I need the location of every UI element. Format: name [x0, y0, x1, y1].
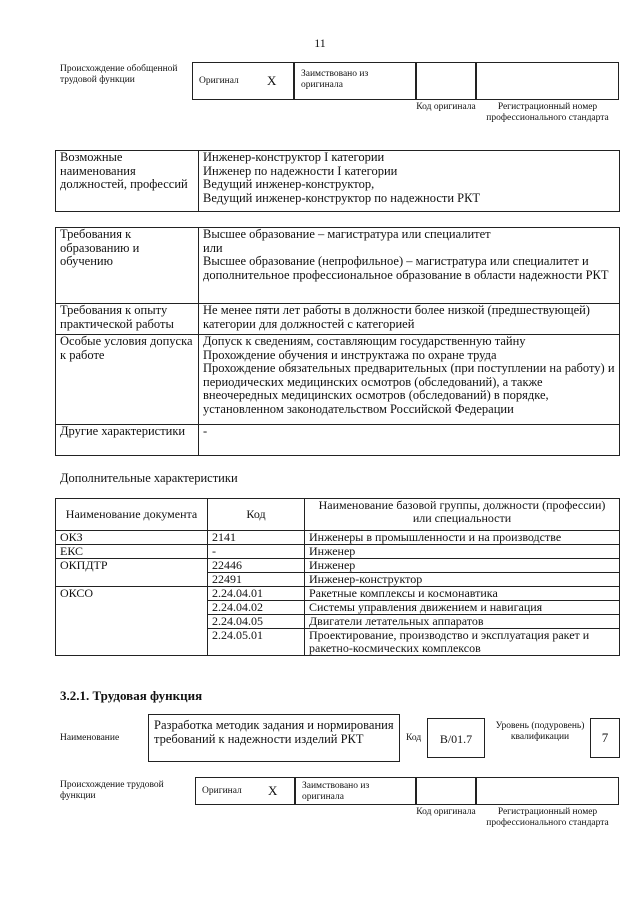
code-original-caption: Код оригинала: [416, 102, 476, 112]
function-name-label: Наименование: [60, 733, 120, 743]
original2-cell: [195, 777, 295, 805]
row-name: Инженер: [305, 545, 620, 559]
page-number: 11: [314, 36, 326, 50]
row-code: -: [208, 545, 305, 559]
header-name: Наименование базовой группы, должности (профессии) или специальности: [305, 499, 620, 531]
row-name: Проектирование, производство и эксплуатация ракет и ракетно-космических комплексов: [305, 629, 620, 656]
row-doc: ОКЗ: [56, 531, 208, 545]
requirement-line: Не менее пяти лет работы в должности более низкой (предшествующей) категории для должностей с категорией: [203, 303, 590, 331]
experience-value: [199, 304, 620, 335]
table-row: [56, 559, 620, 573]
reg-number-cell: [476, 62, 619, 100]
row-doc: ЕКС: [56, 545, 208, 559]
original2-mark: X: [268, 783, 278, 798]
function-code-label: Код: [406, 733, 422, 743]
function-code-value: B/01.7: [439, 732, 473, 746]
admission-value: [199, 335, 620, 425]
requirement-line: Прохождение обучения и инструктажа по охране труда: [203, 347, 497, 362]
row-code: 2.24.04.05: [208, 615, 305, 629]
row-doc: ОКПДТР: [56, 559, 208, 587]
header-code: Код: [208, 499, 305, 531]
position-line: Инженер-конструктор I категории: [203, 150, 385, 164]
original-label: Оригинал: [199, 76, 239, 86]
requirements-table: [55, 227, 620, 456]
requirement-line: Прохождение обязательных предварительных (при поступлении на работу) и периодических медицинских осмотров (обследований), а также внеочередных медицинских осмотров (обследований) в порядке, установленном законодательством Российской Федерации: [203, 361, 615, 416]
additional-title: Дополнительные характеристики: [60, 471, 238, 485]
positions-values: [199, 151, 620, 212]
function-name-box: [148, 714, 400, 762]
row-code: 2.24.05.01: [208, 629, 305, 656]
borrowed-label: Заимствовано из оригинала: [301, 69, 369, 90]
positions-table: [55, 150, 620, 212]
code2-original-caption: Код оригинала: [416, 807, 476, 817]
row-name: Инженер-конструктор: [305, 573, 620, 587]
requirement-line: Допуск к сведениям, составляющим государственную тайну: [203, 334, 526, 348]
requirement-line: Высшее образование – магистратура или специалитет: [203, 227, 491, 241]
function-level-label: Уровень (подуровень) квалификации: [495, 721, 585, 742]
origin2-label: Происхождение трудовой функции: [60, 780, 164, 801]
row-name: Инженеры в промышленности и на производстве: [305, 531, 620, 545]
function-level-box: [590, 718, 620, 758]
function-code-box: [427, 718, 485, 758]
borrowed2-label: Заимствовано из оригинала: [302, 781, 370, 802]
function-name-value: Разработка методик задания и нормирования требований к надежности изделий РКТ: [154, 718, 394, 746]
row-name: Инженер: [305, 559, 620, 573]
row-name: Двигатели летательных аппаратов: [305, 615, 620, 629]
origin-label: Происхождение обобщенной трудовой функции: [60, 64, 178, 85]
table-row: [56, 545, 620, 559]
other-value: [199, 425, 620, 456]
experience-label: Требования к опыту практической работы: [56, 304, 199, 335]
requirement-line: или: [203, 240, 223, 255]
row-name: Системы управления движением и навигация: [305, 601, 620, 615]
borrowed-cell: [294, 62, 416, 100]
original-cell: [192, 62, 294, 100]
reg-number-caption: Регистрационный номер профессионального стандарта: [486, 102, 609, 123]
reg2-number-cell: [476, 777, 619, 805]
borrowed2-cell: [295, 777, 416, 805]
row-code: 2.24.04.02: [208, 601, 305, 615]
code2-original-cell: [416, 777, 476, 805]
position-line: Ведущий инженер-конструктор по надежности РКТ: [203, 190, 481, 205]
reg2-number-caption: Регистрационный номер профессионального стандарта: [486, 807, 609, 828]
row-code: 2141: [208, 531, 305, 545]
additional-table: [55, 498, 620, 656]
section-title: 3.2.1. Трудовая функция: [60, 688, 203, 703]
table-row: [56, 587, 620, 601]
code-original-cell: [416, 62, 476, 100]
header-document: Наименование документа: [56, 499, 208, 531]
row-code: 22491: [208, 573, 305, 587]
requirement-line: Высшее образование (непрофильное) – магистратура или специалитет и дополнительное профессиональное образование в области надежности РКТ: [203, 254, 609, 282]
original-mark: X: [267, 73, 277, 88]
row-name: Ракетные комплексы и космонавтика: [305, 587, 620, 601]
function-level-value: 7: [601, 730, 609, 745]
admission-label: Особые условия допуска к работе: [56, 335, 199, 425]
row-doc: ОКСО: [56, 587, 208, 656]
row-code: 22446: [208, 559, 305, 573]
requirement-line: -: [203, 424, 208, 438]
education-value: [199, 228, 620, 304]
positions-label: Возможные наименования должностей, профессий: [56, 151, 199, 212]
table-row: [56, 531, 620, 545]
original2-label: Оригинал: [202, 786, 242, 796]
other-label: Другие характеристики: [56, 425, 199, 456]
position-line: Инженер по надежности I категории: [203, 163, 398, 178]
education-label: Требования к образованию и обучению: [56, 228, 199, 304]
row-code: 2.24.04.01: [208, 587, 305, 601]
position-line: Ведущий инженер-конструктор,: [203, 177, 375, 191]
